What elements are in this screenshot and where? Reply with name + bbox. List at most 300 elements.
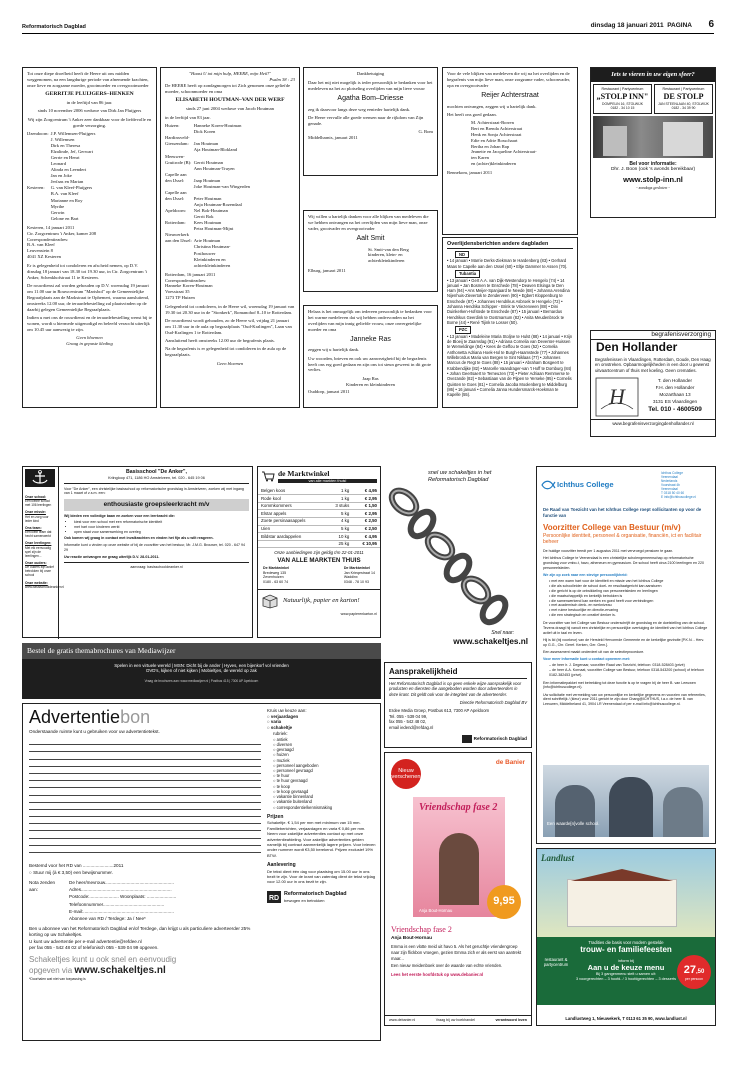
marktwinkel-ad <box>257 466 381 638</box>
family-line: M. Achterstraat-Borren <box>471 120 514 126</box>
product-name: Elstar appels <box>258 510 326 518</box>
schakeltjes-link[interactable]: www.schakeltjes.nl <box>74 965 166 977</box>
aansprakelijkheid-box <box>384 662 532 748</box>
bullet-item: • die samenwerkend kan werken en goed heeft voor verbindingen <box>549 598 654 603</box>
rubriek-option-label: verjaardagen <box>270 713 299 719</box>
stolp-title: Iets te vieren in uw eigen sfeer? <box>591 68 715 82</box>
product-name: Zoete persinaasappels <box>258 517 326 525</box>
no-flowers: Geen bloemen <box>76 334 103 340</box>
family-line: Edie en Adrie Bosschaart <box>471 137 518 143</box>
thanks-text-2: zeg ik daarvoor langs deze weg eenieder hartelijk dank. <box>308 106 411 112</box>
product-price: € 4,95 <box>352 533 380 541</box>
den-hollander-ad <box>590 330 716 437</box>
deceased-name: ELISABETH HOUTMAN–VAN DER WERF <box>175 96 285 103</box>
landlust-t2: trouw- en familiefeesten <box>580 945 672 955</box>
ad-text-line[interactable] <box>29 846 261 853</box>
book-info <box>391 925 525 978</box>
ichthus-side-info <box>661 471 711 499</box>
side-info-line: T 0318 50 40 60 <box>661 491 685 495</box>
checkbox-icon[interactable]: ○ <box>267 713 271 719</box>
family-names: B.A. van Kleef <box>50 191 79 197</box>
obituary-intro: Tot onze diepe droefheid heeft de Heere uit ons midden weggenomen, na een langdurige periode van afnemende krachten, onze lieve en zorgzame moeder, grootmoeder en overgrootmoeder <box>27 71 149 88</box>
anchor-logo-icon <box>25 469 55 487</box>
bon-order-form <box>29 862 261 982</box>
ichthus-p4: Hij is lid (bij voorkeur) van de Hersteld Hervormde Gemeente en de kerkelijke gezindte [P.K.N. - Herv. op G.G., Chr. Geref. Kerken, Ger. Gem.]. <box>543 637 705 647</box>
checkbox-icon[interactable]: ○ <box>273 788 277 794</box>
address-line: email iedend@refdag.nl <box>389 724 434 730</box>
subrubriek-option-label: personeel gevraagd <box>276 768 313 773</box>
landlust-roof <box>561 869 683 881</box>
invoice-field-line: E-mail:....................................................................... <box>69 909 174 915</box>
side-item-title: Onze missie: <box>25 510 46 515</box>
checkbox-icon[interactable]: ○ <box>273 762 277 768</box>
shop-address <box>263 566 289 584</box>
family-place: Nieuwerkerk <box>165 232 189 238</box>
family-names: Petra Houtman-Mijnt <box>193 226 234 232</box>
anker-info: Informatie kunt u vinden op onze website of bij de voorzitter van het bestuur, Mr. J.M.G. Brouwer, tel. 020 - 647 94 29 <box>64 543 245 552</box>
bon-title-main: Advertentie <box>29 707 121 727</box>
ad-text-line[interactable] <box>29 803 261 810</box>
subrubriek-option-label: vakantie buitenland <box>276 799 312 805</box>
badge-line-1: Nieuw <box>398 768 414 774</box>
street: Mozarthaan 13 <box>659 392 691 398</box>
side-item-text: Het en zorg voor ieder kind <box>25 514 49 523</box>
widow-since: sinds 27 juni 2004 weduwe van Jacob Houtman <box>186 106 274 112</box>
prijzen-text: Schakeltje. € 1,54 per mm met minimum van 15 mm. Familieberichten, verjaardagen en varia € 0,86 per mm. Neem voor zakelijke advertenties contact op met onze advertentieafdeling. Voor zakelijke advertenties gelden namelijk bij contract aanmerkelijk lagere prijzen. Voor brieven onder nummer wordt €3,50 berekend. Prijzen exclusief 19% BTW. <box>267 820 376 858</box>
family-names: Posthouwer <box>193 250 216 256</box>
obituary-lines <box>27 100 152 128</box>
anker-sidebar <box>23 467 64 639</box>
paper-tag: PZC <box>455 326 471 333</box>
family-names: Jan Houtman <box>193 141 219 147</box>
contact-item: – de heer A.A. Kornaat, voorzitter College van Bestuur, telefoon 0318-543200 (school) of telefoon 0182-382453 (privé). <box>549 667 704 677</box>
thanks-achterstraat <box>442 67 578 235</box>
papier-url: www.papierenkarton.nl <box>340 612 377 617</box>
subrubriek-option-label: te huur <box>276 773 290 779</box>
ad-text-line[interactable] <box>29 824 261 831</box>
thanks-text-2: zeggen wij u hartelijk dank. <box>308 347 360 353</box>
ichthus-job-title: Voorzitter College van Bestuur (m/v) <box>543 522 681 532</box>
family-line: ten Karen <box>471 155 489 161</box>
chain-caption: snel uw schakeltjes in het Reformatorisch Dagblad <box>428 470 492 483</box>
logo-address: JAN STEENLAAN 40, STOLWIJK <box>658 102 709 107</box>
aansprak-title: Aansprakelijkheid <box>389 667 527 679</box>
family-names: J. Willemsen <box>50 136 75 142</box>
family-place: Apeldoorn: <box>165 208 186 214</box>
product-qty: 25 kg <box>326 540 353 548</box>
mediawijzer-line-1: Spelen in een virtuele wereld | MSN: Dicht bij de ander | Hyves, een bijenkorf vol vrienden <box>114 662 289 668</box>
aansprak-direction: Directie Reformatorisch Dagblad BV <box>459 700 527 706</box>
side-item-text: Een kleine school met 106 leerlingen <box>25 498 52 508</box>
newspaper-name: Reformatorisch Dagblad <box>22 24 86 30</box>
fish-logo-icon <box>541 479 555 491</box>
product-price: € 2,50 <box>352 517 380 525</box>
bullet-item: • met een warm hart voor de identiteit en missie van het Ichthus College <box>549 579 664 584</box>
ichthus-bullets <box>549 579 709 618</box>
rubriek-panel <box>267 708 377 903</box>
product-qty: 5 kg <box>326 510 353 518</box>
ad-text-line[interactable] <box>29 817 261 824</box>
checkbox-icon[interactable]: ○ <box>273 799 277 805</box>
svg-text:RD: RD <box>268 894 280 902</box>
ad-text-line[interactable] <box>29 781 261 788</box>
shop-address <box>344 566 375 584</box>
book-title: Vriendschap fase 2 <box>391 925 452 934</box>
logo-address: DOMPELIN 16, STOLWIJK <box>602 102 643 107</box>
info-contact: Dhr. J. Boon (ook 's avonds bereikbaar) <box>610 167 696 173</box>
family-names: Peter Houtman <box>193 195 222 201</box>
checkbox-icon[interactable]: ○ <box>273 783 277 789</box>
side-item-title: Onze ouders: <box>25 560 47 565</box>
ichthus-profile: Persoonlijke identiteit, personeel & organisatie, financiën, ict en facilitair beheer <box>543 532 702 546</box>
funeral-paragraph: De rouwdienst wordt gehouden, zo de Heere wil, vrijdag 21 januari om 11.30 uur in de aula op begraafplaats "Oud-Kralingen", Laan van Oud-Kralingen 1 te Rotterdam. <box>165 318 292 335</box>
invoice-field-line: Abonnee van RD / Terdege: Ja / Nee* <box>69 916 146 922</box>
signature: Jaap Ras <box>362 375 379 381</box>
subrubriek-option-label: huizen <box>276 752 289 758</box>
ad-text-line[interactable] <box>29 738 261 745</box>
side-info-line: Ichthus College <box>661 471 683 475</box>
checkbox-icon[interactable]: ○ <box>273 741 277 747</box>
ad-text-line[interactable] <box>29 839 261 846</box>
city: 3131 ES Vlaardingen <box>652 399 698 405</box>
family-line: Bertha en Johan Rap <box>471 143 510 149</box>
family-names: Arie Houtman <box>193 238 221 244</box>
product-price: € 2,95 <box>352 495 380 503</box>
bookstore-note: Vraag bij uw boekhandel <box>435 1018 475 1023</box>
subrubriek-option-label: diversen <box>276 741 293 747</box>
subrubriek-option-label: vakantie binnenland <box>276 794 314 800</box>
family-place: Capelle aan <box>165 189 187 195</box>
stolp-url: www.stolp-inn.nl <box>623 175 683 185</box>
chain-url[interactable]: www.schakeltjes.nl <box>453 637 528 646</box>
cover-figure <box>439 833 479 905</box>
de-stolp-logo <box>654 84 713 114</box>
psalm-quote: "Haast U tot mijn hulp, HEERE, mijn Heil!" <box>189 71 271 76</box>
student-figure-3 <box>663 787 703 837</box>
ichthus-logo-text: Ichthus College <box>557 479 614 489</box>
dress-code: Graag in gepaste kleding <box>66 340 113 346</box>
family-names: G. van Kleef-Pluijgers <box>50 185 93 191</box>
book-footer <box>385 1015 531 1025</box>
family-place: Giessendam: <box>165 141 189 147</box>
checkbox-icon[interactable]: ○ <box>267 725 271 731</box>
hollander-name: Den Hollander <box>596 340 678 355</box>
family-line: achterkleinkinderen <box>368 258 405 264</box>
checkbox-icon[interactable]: ○ <box>273 736 277 742</box>
bullet-item: • die maatschappelijk en kerkelijk betrokken is <box>549 593 623 598</box>
price-row <box>258 495 380 503</box>
bon-note-2: U kunt uw advertentie per e-mail advertentie@refdee.nl <box>29 938 142 944</box>
address-line: Correspondentieadres: <box>27 236 69 242</box>
deceased-name: GERRITJE PLUIJGERS–HENKEN <box>45 91 134 98</box>
shop-line: Zevenhuizen <box>263 575 284 580</box>
checkbox-icon[interactable]: ○ <box>273 747 277 753</box>
schakeltjes-chain-ad <box>384 466 532 656</box>
thanks-text: Daar het mij niet mogelijk is ieder persoonlijk te bedanken voor het medeleven na het zo plotseling overlijden van mijn lieve vrouw <box>308 79 433 91</box>
product-price: € 10,95 <box>352 540 380 548</box>
checkbox-icon[interactable]: ○ <box>273 778 277 784</box>
address-line: 4041 XZ Kesteren <box>27 254 61 260</box>
family-names: Marianne en Roy <box>50 197 83 203</box>
funeral-paragraph: Indien u met ons de rouwdienst en de teraardebestelling wenst bij te wonen, wordt u hiermede uitgenodigd en beleefd verzocht uiterlijk om 10.45 uur aanwezig te zijn. <box>27 314 152 332</box>
logo-name: „STOLP INN" <box>596 91 649 101</box>
book-text-2: Een nieuw meidenboek over de waarde van echte vrienden. <box>391 963 503 969</box>
rubriek-title: Kruis uw keuze aan: <box>267 708 307 713</box>
ad-text-line[interactable] <box>29 796 261 803</box>
side-info-line: Veenendaal <box>661 475 678 479</box>
ad-text-lines[interactable] <box>29 738 261 856</box>
ad-text-line[interactable] <box>29 767 261 774</box>
book-link[interactable]: Lees het eerste hoofdstuk op www.debanier.nl <box>391 971 484 977</box>
place-date: Bennekom, januari 2011 <box>447 170 493 176</box>
publisher-url[interactable]: www.debanier.nl <box>389 1018 416 1023</box>
market-cart-icon <box>261 470 275 482</box>
markt-logo <box>258 467 380 485</box>
invoice-field-line: Postcode:....................... Woonplaats: ....................... <box>69 894 177 900</box>
papier-slogan: Natuurlijk, papier en karton! <box>283 597 360 605</box>
death-notices-title: Overlijdensberichten andere dagbladen <box>447 241 573 249</box>
subrubriek-option-label: personeel aangeboden <box>276 762 319 768</box>
logo-phone: 0182 - 34 39 90 <box>671 106 696 111</box>
landlust-t5: Bij 3 gangenmenu stelt u samen uit: <box>595 972 657 977</box>
landlust-t6: 3 voorgerechten – 3 hoofd- / 3 hoofdgerechten – 3 desserts <box>575 977 677 982</box>
product-qty: 5 kg <box>326 525 353 533</box>
invoice-field-line: Telefoonnummer................................................ <box>69 901 165 907</box>
subrubriek-option-label: muziek <box>276 757 290 763</box>
family-list <box>27 131 97 222</box>
anker-url: aanvraag: basisschooldeanker.nl <box>64 562 249 570</box>
mediawijzer-ad <box>22 643 381 699</box>
hollander-contact <box>591 375 715 419</box>
bestemd-field[interactable]: Bestemd voor het RD van ........................2011 <box>29 863 124 868</box>
funeral-info <box>165 304 295 358</box>
checkbox-icon[interactable]: ○ <box>273 752 277 758</box>
product-price: € 2,95 <box>352 510 380 518</box>
photo-caption: Een waarde[n]volle school. <box>547 821 600 826</box>
funeral-paragraph: Er is gelegenheid tot condoleren en afscheid nemen, op D.V. dinsdag 18 januari van 18.30 tot 19.30 uur, in Ctr. Zorgcentrum 't Anker, Schenkhofstraat 11 te Kesteren. <box>27 263 147 280</box>
anker-apply: Uw reactie ontvangen we graag uiterlijk D.V. 28-01-2011. <box>64 554 160 559</box>
funeral-info <box>27 263 152 332</box>
proof-checkbox[interactable] <box>29 869 261 876</box>
address-line: 1273 TP Huizen <box>165 295 195 301</box>
family-names: Alinda en Leendert <box>50 167 87 173</box>
product-name: Bildstar aardappelen <box>258 533 326 541</box>
side-info-line: Nederlands <box>661 479 678 483</box>
subrubriek-option[interactable] <box>273 805 377 810</box>
closed-sundays: - zondags gesloten - <box>636 184 670 190</box>
family-names: Kees Houtman <box>193 220 222 226</box>
checkbox-icon[interactable]: ○ <box>267 719 271 725</box>
person-1: T. den Hollander <box>657 377 693 383</box>
markt-tagline: VAN ALLE MARKTEN THUIS <box>277 557 361 565</box>
checkbox-icon[interactable]: ○ <box>273 794 277 800</box>
papier-karton-ad <box>258 589 380 612</box>
shop-line: Jan Krieqestraat 14 <box>343 570 375 575</box>
family-names: Gerwin <box>50 209 65 215</box>
invoice-label: Nota zenden aan: <box>29 879 56 893</box>
family-names: achterkleinkinderen <box>193 262 231 268</box>
death-notice-text: • 13 januari • Gert A.A. van Dijk-Westendorp te Hengelo (74) • 14 januari • Jan Bosmen te Enschede (78) • Deaven Elsinga te Den Ham (94) • Ans Meijer-Spanjaard te Neede (68) • Johanna Arendina Nijenhuis-Zievertok te Zenderveen (90) • Egbert Kloppenburg te Enschede (87) • Johannes Hendrikus Asbroek te Hengelo (72) • Johanna Hendrika Schipper - Brink te Vriezenveen (88) • Dini Duinkerken-Hofstede te Enschede (87) • 15 januari • Bernardus Hendrikus Geerdink te Oostmarsum (82) • Anita Meudenbrock te Borne (44) • René Tijink te Losser (50). <box>447 277 570 326</box>
proof-label: Stuur mij (à € 3,50) een bewijsnummer. <box>33 870 113 876</box>
anker-more: Ook komen wij graag in contact met invalkrachten en vinden het fijn als u wilt reageren. <box>64 536 214 541</box>
address-line: Erdee Media Groep, Postbus 613, 7300 AP Apeldoorn <box>389 707 490 713</box>
subrubriek-option-label: te koop gevraagd <box>276 788 309 794</box>
rubriek-options <box>267 714 377 731</box>
family-place: Rotterdam: <box>165 220 186 226</box>
mediawijzer-footer: Vraag de brochures aan: www.mediawijzer.nl | Postbus 415 | 7300 AP Apeldoorn <box>144 678 259 683</box>
side-item-title: Onze school: <box>25 494 47 499</box>
checkbox-icon[interactable]: ○ <box>273 768 277 773</box>
bullet-item: • met hart voor kinderen werkt <box>74 525 249 530</box>
advertentiebon-form <box>22 703 381 1041</box>
checkbox-icon[interactable]: ○ <box>29 870 32 876</box>
ad-text-line[interactable] <box>29 788 261 795</box>
family-names: Leonard <box>50 161 66 167</box>
place-date: Ouddorp, januari 2011 <box>308 389 350 395</box>
stolp-inn-ad <box>590 67 716 218</box>
logo-name: DE STOLP <box>663 91 704 101</box>
landlust-building <box>567 879 677 927</box>
subrubriek-option-label: correspondentie/kennismaking <box>276 804 333 810</box>
restaurant-photo <box>593 116 713 158</box>
ad-text-line-list <box>29 738 261 853</box>
slogan-prefix: opgeven via <box>29 966 73 976</box>
price-unit: per persoon <box>684 977 704 982</box>
address-line: Tel. 055 - 539 04 99, <box>389 713 428 719</box>
aanlevering-title: Aanlevering <box>267 862 296 869</box>
landlust-t4: Aan u de keuze menu <box>587 962 665 972</box>
shop-line: Bredeweg 135 <box>263 570 287 575</box>
landlust-offer <box>537 937 715 1005</box>
family-line: St. Smit-van den Berg <box>368 246 409 252</box>
bon-title-suffix: bon <box>120 707 151 727</box>
thanks-text-3: Het heeft ons goed gedaan. <box>447 111 497 117</box>
family-names: Gerrit Bok <box>193 214 214 220</box>
ad-text-line[interactable] <box>29 760 261 767</box>
bon-footnote: *Doorhalen wat niet van toepassing is <box>29 977 86 982</box>
invoice-block <box>29 879 261 923</box>
address-block <box>27 225 152 260</box>
family-names: Ann Houtman-Truyen <box>193 165 235 171</box>
bon-note-1: Ben u abonnee van het Reformatorisch Dagblad en/of Terdege, dan krijgt u als particuliere adverteerder 25% korting op uw Schakeltjes. <box>29 925 251 938</box>
price-badge: 9,95 <box>487 885 521 919</box>
price-whole: 27 <box>683 964 696 976</box>
signature-2: Kinderen en kleinkinderen <box>346 381 395 387</box>
ichthus-header <box>537 467 715 503</box>
thanks-bom <box>303 67 438 176</box>
price-row <box>258 487 380 494</box>
rd-logo-icon <box>462 735 472 743</box>
family-names: Gelone en Bart <box>50 215 79 221</box>
product-name: Belgen koos <box>258 487 326 494</box>
product-price: € 4,95 <box>352 487 380 494</box>
family-place: Capelle aan <box>165 171 187 177</box>
checkbox-icon[interactable]: ○ <box>273 804 277 810</box>
brand-slogan: bewogen en betrokken <box>284 897 325 903</box>
price-table <box>258 487 380 548</box>
thanks-text: Voor de vele blijken van medeleven die wij na het overlijden en de begrafenis van mijn lieve man, onze zorgzame vader, schoonvader, opa en overgrootvader <box>447 71 571 88</box>
book-text: Emma is een vlotte meid uit havo 5. Als het geruchtje vriendengroep naar zijn flickbon vroegen, gezien Emma zich er als eerst van aantrekt maar... <box>391 944 522 961</box>
ichthus-students-photo <box>543 765 709 837</box>
family-list <box>165 123 252 269</box>
person-2: F.H. den Hollander <box>655 384 695 390</box>
product-name: Kommkommers <box>258 502 326 510</box>
family-place: den IJssel: <box>165 195 185 201</box>
address-block <box>165 272 295 301</box>
address-line: fax 055 - 542 48 02, <box>389 719 427 725</box>
subrubriek-option-label: gevraagd <box>276 747 294 753</box>
anker-bullets <box>74 520 249 534</box>
deceased-name: Agatha Bom–Driesse <box>337 94 404 102</box>
thanks-text-3: De Heere vervulle alle goede wensen naar de rijkdom van Zijn genade. <box>308 114 424 126</box>
checkbox-icon[interactable]: ○ <box>273 757 277 763</box>
hollander-kicker: begrafenisverzorging <box>591 331 715 340</box>
subrubriek-option-label: te huur gevraagd <box>276 778 308 784</box>
checkbox-icon[interactable]: ○ <box>273 773 277 779</box>
family-line: Jeanette en Jacqueline Achterstraat- <box>471 149 537 155</box>
shop-line: Waddinx <box>343 575 358 580</box>
ichthus-p7: Uw sollicitatie met vermelding van uw persoonlijke en kerkelijke gegevens en voorzien van referenties, dient schriftelijk / (kleur) voor 2011 gericht te zijn door Chang@ICHTHUS, t.a.v. de heer B. van Leeuwen, Middelbeland 41, 3904 LR Veenendaal of per e-mail info@ichthuscollege.nl. <box>543 692 706 707</box>
contact-item: – de heer ir. J. Degenaar, voorzitter Raad van Toezicht, telefoon: 0318-528403 (privé) <box>549 663 685 667</box>
bullet-item: • die gericht is op de ontwikkeling van personeelsleden en leerlingen <box>549 588 658 593</box>
bullet-item: • met ruime bestuurlijke en directie-ervaring <box>549 608 619 613</box>
side-item-title: Onze website: <box>25 580 48 585</box>
thanks-text-3: Uw woorden, brieven en ook uw aanwezigheid bij de begrafenis heeft ons erg goed gedaan en zijn ons tot steun geweest in dit grote verlies. <box>308 355 432 373</box>
rubriek-option-label: schakeltje <box>270 725 293 731</box>
subrubriek-option-label: antiek <box>276 736 288 742</box>
bullet-item: • die als schoolleider de school doel- en resultaatgericht kan aansturen <box>549 584 662 589</box>
thanks-smit <box>303 210 438 292</box>
ad-text-line[interactable] <box>29 745 261 752</box>
product-name: Rode kool <box>258 495 326 503</box>
family-row <box>27 131 97 137</box>
photo-window <box>603 126 627 156</box>
hollander-logo-icon <box>595 377 639 417</box>
new-badge <box>391 759 421 789</box>
ichthus-college-ad <box>536 466 716 844</box>
ichthus-p1: De huidige voorzitter treedt per 1 augustus 2011 met vervroegd pensioen te gaan. <box>543 549 674 554</box>
signature: G. Bom <box>418 128 433 134</box>
funeral-paragraph: De rouwdienst zal worden gehouden op D.V. woensdag 19 januari om 11.00 uur in Rouwcentrum "Marisbol" op de Gemeentelijke Begraafplaats aan de Markstraat te Ophemert, waarna aansluitend, omstreeks 12.00 uur, de teraardebestelling zal plaatsvinden op de daarbij gelegen Gemeentelijke Begraafplaats. <box>27 283 150 312</box>
price-row <box>258 525 380 533</box>
publisher-slogan: verantwoord lezen <box>495 1018 527 1023</box>
family-line: Henk en Sonja Achterstraat <box>471 131 522 137</box>
ad-text-line[interactable] <box>29 810 261 817</box>
logo-kicker: Restaurant | Partycentrum <box>662 87 705 91</box>
obituary-pluijgers <box>22 67 157 408</box>
age-line: in de leeftijd van 83 jaar. <box>165 114 211 120</box>
bullet-item: • die een strategisch en creatief denker is. <box>549 613 616 618</box>
ad-text-line[interactable] <box>29 752 261 759</box>
product-name: Uien <box>258 525 326 533</box>
phone: Tel. 010 - 4600509 <box>648 406 702 414</box>
family-place: IJzendoorn: <box>27 130 49 136</box>
ichthus-seek: We zijn op zoek naar een stevige persoonlijkheid: <box>543 573 628 578</box>
landlust-logo: Landlust <box>541 853 575 863</box>
family-row <box>27 216 97 222</box>
ad-text-line[interactable] <box>29 831 261 838</box>
family-names: Gerrit Houtman <box>193 159 224 165</box>
landlust-t3: inform bij <box>617 957 635 963</box>
logo-phone: 0182 - 34 10 15 <box>610 106 635 111</box>
ad-text-line[interactable] <box>29 774 261 781</box>
family-names: Jaap Houtman <box>193 177 221 183</box>
hollander-text: Begrafenissen in Vlaardingen, Rotterdam, Goude, Den Haag en omstreken. Opbaarmogelijkheden in een door u gewenst uitvaartcentrum of thuis met koeling. Geen crematies. <box>595 356 711 374</box>
product-qty: 4 kg <box>326 517 353 525</box>
family-place: Meeuwen- <box>165 153 185 159</box>
family-place: den IJssel: <box>165 177 185 183</box>
anker-ask: Wij bieden een volledige baan en zoeken voor een leerkracht die: <box>64 513 176 518</box>
